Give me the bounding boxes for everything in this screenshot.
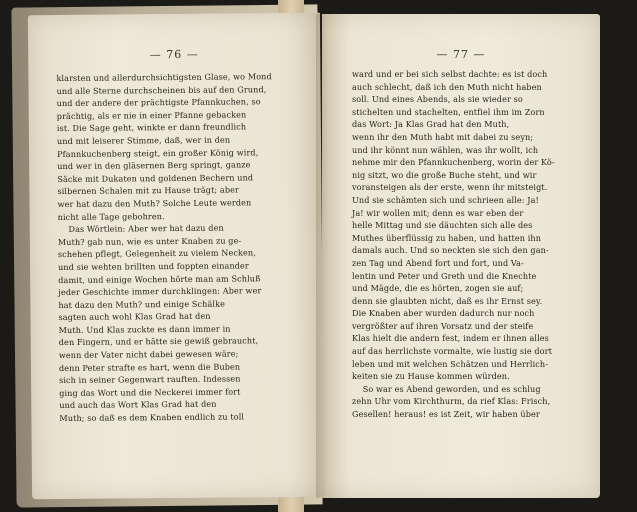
right-page: [322, 14, 600, 498]
right-page-line: Muthes überflüssig zu haben, und hatten ihn: [352, 232, 542, 243]
right-page-line: lentin und Peter und Greth und die Knechte: [352, 270, 537, 281]
right-page-line: voransteigen als der erste, wenn ihr mitsteigt.: [352, 182, 548, 193]
right-page-line: zehn Uhr vom Kirchthurm, da rief Klas: Frisch,: [352, 396, 551, 407]
right-page-line: auch schlecht, daß ich den Muth nicht haben: [352, 81, 542, 92]
left-page: [28, 13, 324, 500]
book-gutter: [316, 14, 328, 498]
right-page-line: leben und mit welchen Schätzen und Herrlich-: [352, 358, 549, 369]
left-page-line: schehen pflegt, Gelegenheit zu vielem Necken,: [57, 247, 256, 260]
left-page-text: [56, 70, 274, 424]
right-page-line: damals auch. Und so neckten sie sich den gan-: [352, 245, 549, 256]
right-page-line: zen Tag und Abend fort und fort, und Va-: [352, 257, 524, 268]
right-page-line: So war es Abend geworden, und es schlug: [352, 383, 541, 394]
right-page-line: Gesellen! heraus! es ist Zeit, wir haben über: [352, 409, 540, 420]
left-page-line: wer hat dazu den Muth? Solche Leute werden: [57, 197, 252, 209]
right-page-line: Ja! wir wollen mit; denn es war eben der: [352, 207, 524, 218]
left-page-line: hat dazu den Muth? und einige Schälke: [58, 298, 226, 310]
left-page-line: Muth. Und Klas zuckte es dann immer in: [58, 323, 231, 335]
left-page-line: prächtig, als er nie in einer Pfanne gebacken: [56, 109, 247, 121]
left-page-line: den Fingern, und er hätte sie gewiß gebraucht,: [58, 335, 259, 348]
right-page-line: das Wort: Ja Klas Grad hat den Muth,: [352, 119, 510, 130]
right-page-line: wenn ihr den Muth habt mit dabei zu seyn;: [352, 131, 534, 142]
right-page-line: nehme mir den Pfannkuchenberg, worin der Kö-: [352, 157, 555, 168]
left-page-line: und alle Sterne durchscheinen bis auf den Grund,: [56, 83, 267, 96]
left-page-line: ist. Die Sage geht, winkte er dann freundlich: [56, 121, 247, 134]
right-page-text: [352, 68, 555, 421]
right-page-line: stichelten und stachelten, entfiel ihm im Zorn: [352, 106, 545, 117]
right-page-line: keiten sie zu Hause kommen würden.: [352, 371, 510, 382]
left-page-line: wenn der Vater nicht dabei gewesen wäre;: [58, 348, 239, 361]
right-page-line: Und sie schämten sich und schrieen alle: Ja!: [352, 194, 539, 205]
left-page-line: Muth; so daß es dem Knaben endlich zu toll: [59, 411, 245, 424]
right-page-line: vergrößter auf ihren Vorsatz und der steife: [352, 320, 534, 331]
right-page-line: und ihr könnt nun wählen, was ihr wollt, ich: [352, 144, 539, 155]
right-page-line: ward und er bei sich selbst dachte: es ist doch: [352, 69, 548, 79]
right-page-line: soll. Und eines Abends, als sie wieder so: [352, 94, 523, 105]
left-page-line: Muth? gab nun, wie es unter Knaben zu ge-: [57, 235, 242, 247]
left-page-line: jeder Geschichte immer durchklingen: Aber wer: [58, 285, 262, 298]
left-page-line: silbernen Schalen mit zu Hause trägt; aber: [57, 184, 240, 197]
left-page-line: und mit leiserer Stimme, daß, wer in den: [56, 134, 231, 147]
left-page-line: sagten auch wohl Klas Grad hat den: [58, 310, 211, 323]
right-page-line: helle Mittag und sie däuchten sich alle des: [352, 220, 533, 231]
left-page-line: damit, und einige Wochen hörte man am Schluß: [58, 272, 261, 285]
right-page-line: Klas hielt die andern fest, indem er ihnen alles: [352, 333, 549, 344]
right-page-number: — 77 —: [436, 48, 486, 61]
left-page-line: denn Peter strafte es hart, wenn die Buben: [58, 361, 241, 373]
left-page-line: Das Wörtlein: Aber wer hat dazu den: [57, 222, 224, 235]
left-page-line: nicht alle Tage gebohren.: [57, 210, 165, 222]
right-page-line: nig sitzt, wo die große Buche steht, und wir: [352, 169, 537, 180]
left-page-number: — 76 —: [149, 47, 199, 62]
right-page-line: und Mägde, die es hörten, zogen sie auf;: [352, 283, 524, 294]
left-page-line: Säcke mit Dukaten und goldenen Bechern und: [57, 172, 254, 184]
left-page-line: klarsten und allerdurchsichtigsten Glase, wo Mond: [56, 71, 272, 84]
right-page-line: denn sie glaubten nicht, daß es ihr Ernst sey.: [352, 295, 543, 306]
right-page-line: Die Knaben aber wurden dadurch nur noch: [352, 308, 535, 319]
left-page-line: und auch das Wort Klas Grad hat den: [59, 399, 217, 411]
left-page-line: ging das Wort und die Neckerei immer fort: [59, 386, 241, 398]
left-page-line: und wer in den gläsernen Berg springt, ganze: [57, 159, 251, 172]
left-page-line: und der andere der prächtigste Pfannkuchen, so: [56, 96, 261, 109]
left-page-line: und sie wehten brillten und foppten einander: [58, 260, 249, 272]
left-page-line: Pfannkuchenberg steigt, ein großer König wird,: [57, 146, 259, 159]
right-page-line: auf das herrlichste vormalte, wie lustig sie dort: [352, 346, 552, 357]
left-page-line: sich in seiner Gegenwart rauften. Indessen: [59, 373, 241, 386]
